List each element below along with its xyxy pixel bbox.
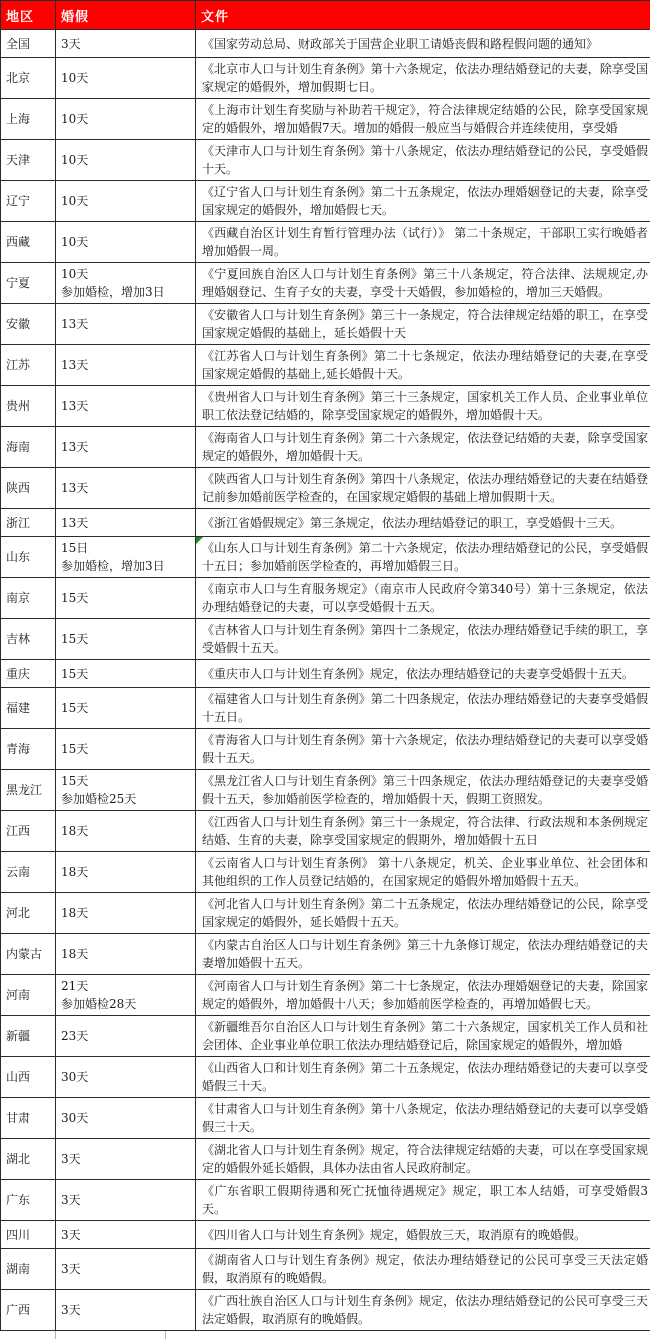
region-label: 全国	[6, 37, 30, 51]
region-cell	[1, 1016, 56, 1057]
document-cell	[196, 468, 650, 509]
leave-cell	[56, 468, 196, 509]
region-cell	[1, 770, 56, 811]
document-cell	[196, 1057, 650, 1098]
region-label: 湖北	[6, 1152, 30, 1166]
region-label: 辽宁	[6, 194, 30, 208]
document-text: 《山西省人口和计划生育条例》第二十五条规定，依法办理结婚登记的夫妻可以享受婚假三十天。	[202, 1061, 648, 1093]
table-row	[1, 427, 650, 468]
table-row	[1, 729, 650, 770]
leave-days-label: 15天	[61, 591, 88, 605]
leave-days-label: 13天	[61, 358, 88, 372]
table-row	[1, 263, 650, 304]
leave-note-label: 参加婚检25天	[61, 790, 192, 808]
region-cell	[1, 30, 56, 58]
leave-days-label: 10天	[61, 267, 88, 281]
leave-days-label: 10天	[61, 153, 88, 167]
region-cell	[1, 578, 56, 619]
table-row	[1, 770, 650, 811]
leave-cell	[56, 1249, 196, 1290]
region-label: 广西	[6, 1303, 30, 1317]
table-row	[1, 893, 650, 934]
table-row	[1, 222, 650, 263]
leave-cell	[56, 1057, 196, 1098]
document-cell	[196, 99, 650, 140]
region-cell	[1, 263, 56, 304]
document-cell	[196, 1139, 650, 1180]
region-label: 贵州	[6, 399, 30, 413]
document-text: 《辽宁省人口与计划生育条例》第二十五条规定，依法办理婚姻登记的夫妻，除享受国家规定的婚假外，增加婚假七天。	[202, 185, 648, 217]
document-text: 《南京市人口与生育服务规定》（南京市人民政府令第340号）第十三条规定，依法办理结婚登记的夫妻，可以享受婚假十五天。	[202, 582, 648, 614]
gridline-stub	[165, 1331, 166, 1339]
region-cell	[1, 99, 56, 140]
leave-cell	[56, 1221, 196, 1249]
leave-days-label: 23天	[61, 1029, 88, 1043]
document-text: 《云南省人口与计划生育条例》 第十八条规定，机关、企业事业单位、社会团体和其他组织的工作人员登记结婚的，在国家规定的婚假外增加婚假十五天。	[202, 856, 648, 888]
gridline-stubs	[0, 1331, 650, 1340]
region-cell	[1, 660, 56, 688]
region-label: 四川	[6, 1228, 30, 1242]
document-cell	[196, 386, 650, 427]
region-label: 黑龙江	[6, 783, 42, 797]
region-label: 新疆	[6, 1029, 30, 1043]
table-row	[1, 1249, 650, 1290]
leave-days-label: 10天	[61, 71, 88, 85]
leave-days-label: 18天	[61, 824, 88, 838]
leave-cell	[56, 578, 196, 619]
region-cell	[1, 1098, 56, 1139]
region-label: 重庆	[6, 667, 30, 681]
document-cell	[196, 345, 650, 386]
table-row	[1, 1098, 650, 1139]
document-cell	[196, 140, 650, 181]
leave-days-label: 3天	[61, 1193, 81, 1207]
document-text: 《河北省人口与计划生育条例》第二十五条规定，依法办理结婚登记的公民，除享受国家规定的婚假外，延长婚假十五天。	[202, 897, 648, 929]
header-region: 地区	[1, 1, 56, 30]
table-row	[1, 537, 650, 578]
leave-cell	[56, 99, 196, 140]
document-cell	[196, 58, 650, 99]
leave-cell	[56, 619, 196, 660]
leave-days-label: 21天	[61, 979, 88, 993]
region-cell	[1, 181, 56, 222]
leave-days-label: 18天	[61, 947, 88, 961]
document-cell	[196, 427, 650, 468]
document-cell	[196, 1221, 650, 1249]
leave-cell	[56, 1139, 196, 1180]
table-row	[1, 509, 650, 537]
leave-days-label: 13天	[61, 516, 88, 530]
region-cell	[1, 140, 56, 181]
leave-days-label: 10天	[61, 235, 88, 249]
table-row	[1, 345, 650, 386]
table-row	[1, 99, 650, 140]
document-cell	[196, 1098, 650, 1139]
document-cell	[196, 1290, 650, 1331]
document-text: 《国家劳动总局、财政部关于国营企业职工请婚丧假和路程假问题的通知》	[202, 37, 598, 51]
leave-cell	[56, 1098, 196, 1139]
table-row	[1, 619, 650, 660]
table-row	[1, 58, 650, 99]
region-cell	[1, 1057, 56, 1098]
document-text: 《陕西省人口与计划生育条例》第四十八条规定，依法办理结婚登记的夫妻在结婚登记前参加婚前医学检查的，在国家规定婚假的基础上增加假期十天。	[202, 472, 648, 504]
region-label: 北京	[6, 71, 30, 85]
header-row	[1, 1, 650, 30]
document-cell	[196, 537, 650, 578]
document-text: 《上海市计划生育奖励与补助若干规定》，符合法律规定结婚的公民，除享受国家规定的婚假外，增加婚假7天。增加的婚假一般应当与婚假合并连续使用，享受婚	[202, 103, 648, 135]
document-cell	[196, 509, 650, 537]
region-label: 吉林	[6, 632, 30, 646]
table-row	[1, 140, 650, 181]
leave-days-label: 13天	[61, 481, 88, 495]
table-row	[1, 688, 650, 729]
document-text: 《四川省人口与计划生育条例》规定，婚假放三天，取消原有的晚婚假。	[202, 1228, 586, 1242]
table-row	[1, 181, 650, 222]
region-label: 青海	[6, 742, 30, 756]
leave-days-label: 10天	[61, 194, 88, 208]
leave-cell	[56, 345, 196, 386]
document-cell	[196, 222, 650, 263]
region-cell	[1, 811, 56, 852]
document-cell	[196, 1016, 650, 1057]
leave-days-label: 15天	[61, 742, 88, 756]
region-cell	[1, 619, 56, 660]
region-cell	[1, 1290, 56, 1331]
region-label: 内蒙古	[6, 947, 42, 961]
leave-cell	[56, 770, 196, 811]
leave-cell	[56, 509, 196, 537]
region-label: 河南	[6, 988, 30, 1002]
document-cell	[196, 852, 650, 893]
region-cell	[1, 975, 56, 1016]
document-text: 《广西壮族自治区人口与计划生育条例》规定，依法办理结婚登记的公民可享受三天法定婚假，取消原有的晚婚假。	[202, 1294, 648, 1326]
document-text: 《江苏省人口与计划生育条例》第二十七条规定，依法办理结婚登记的夫妻,在享受国家规定婚假的基础上,延长婚假十天。	[202, 349, 648, 381]
region-cell	[1, 852, 56, 893]
document-cell	[196, 30, 650, 58]
region-cell	[1, 893, 56, 934]
document-text: 《吉林省人口与计划生育条例》第四十二条规定，依法办理结婚登记手续的职工，享受婚假十五天。	[202, 623, 648, 655]
document-text: 《江西省人口与计划生育条例》第三十一条规定，符合法律、行政法规和本条例规定结婚、生育的夫妻，除享受国家规定的假期外，增加婚假十五日	[202, 815, 648, 847]
leave-days-label: 15天	[61, 774, 88, 788]
region-cell	[1, 688, 56, 729]
region-label: 西藏	[6, 235, 30, 249]
region-label: 山西	[6, 1070, 30, 1084]
document-text: 《宁夏回族自治区人口与计划生育条例》第三十八条规定，符合法律、法规规定,办理婚姻登记、生育子女的夫妻，享受十天婚假，参加婚检的，增加三天婚假。	[202, 267, 648, 299]
leave-cell	[56, 140, 196, 181]
region-cell	[1, 386, 56, 427]
region-cell	[1, 1180, 56, 1221]
table-row	[1, 1290, 650, 1331]
region-cell	[1, 729, 56, 770]
document-cell	[196, 975, 650, 1016]
leave-days-label: 3天	[61, 1303, 81, 1317]
document-text: 《山东人口与计划生育条例》第二十六条规定，依法办理结婚登记的公民，享受婚假十五日；参加婚前医学检查的，再增加婚假三日。	[202, 541, 648, 573]
document-text: 《福建省人口与计划生育条例》第二十四条规定，依法办理结婚登记的夫妻享受婚假十五日。	[202, 692, 648, 724]
region-cell	[1, 1249, 56, 1290]
leave-note-label: 参加婚检，增加3日	[61, 283, 192, 301]
region-cell	[1, 468, 56, 509]
table-row	[1, 1221, 650, 1249]
leave-note-label: 参加婚检28天	[61, 995, 192, 1013]
document-cell	[196, 688, 650, 729]
leave-note-label: 参加婚检，增加3日	[61, 557, 192, 575]
table-row	[1, 934, 650, 975]
region-cell	[1, 934, 56, 975]
document-text: 《黑龙江省人口与计划生育条例》第三十四条规定，依法办理结婚登记的夫妻享受婚假十五天，参加婚前医学检查的，增加婚假十天，假期工资照发。	[202, 774, 648, 806]
region-cell	[1, 509, 56, 537]
leave-cell	[56, 386, 196, 427]
leave-cell	[56, 688, 196, 729]
leave-days-label: 30天	[61, 1070, 88, 1084]
leave-cell	[56, 1180, 196, 1221]
region-label: 山东	[6, 550, 30, 564]
document-text: 《安徽省人口与计划生育条例》第三十一条规定，符合法律规定结婚的职工，在享受国家规定婚假的基础上，延长婚假十天	[202, 308, 648, 340]
document-text: 《湖北省人口与计划生育条例》规定，符合法律规定结婚的夫妻，可以在享受国家规定的婚假外延长婚假，具体办法由省人民政府制定。	[202, 1143, 648, 1175]
region-label: 福建	[6, 701, 30, 715]
leave-days-label: 3天	[61, 1262, 81, 1276]
region-cell	[1, 537, 56, 578]
region-cell	[1, 222, 56, 263]
leave-days-label: 15天	[61, 701, 88, 715]
region-label: 江苏	[6, 358, 30, 372]
header-document: 文件	[196, 1, 650, 30]
document-cell	[196, 181, 650, 222]
document-cell	[196, 770, 650, 811]
leave-cell	[56, 30, 196, 58]
leave-days-label: 13天	[61, 440, 88, 454]
table-row	[1, 1057, 650, 1098]
leave-days-label: 18天	[61, 906, 88, 920]
region-cell	[1, 304, 56, 345]
document-cell	[196, 1249, 650, 1290]
document-text: 《天津市人口与计划生育条例》第十八条规定，依法办理结婚登记的公民，享受婚假十天。	[202, 144, 648, 176]
leave-days-label: 30天	[61, 1111, 88, 1125]
region-label: 天津	[6, 153, 30, 167]
leave-days-label: 15天	[61, 632, 88, 646]
region-label: 浙江	[6, 516, 30, 530]
leave-days-label: 13天	[61, 317, 88, 331]
document-cell	[196, 893, 650, 934]
table-body	[1, 30, 650, 1331]
region-label: 陕西	[6, 481, 30, 495]
document-cell	[196, 729, 650, 770]
document-cell	[196, 304, 650, 345]
document-text: 《甘肃省人口与计划生育条例》第十八条规定，依法办理结婚登记的夫妻可以享受婚假三十天。	[202, 1102, 648, 1134]
leave-cell	[56, 660, 196, 688]
document-text: 《浙江省婚假规定》第三条规定，依法办理结婚登记的职工，享受婚假十三天。	[202, 516, 622, 530]
region-cell	[1, 1139, 56, 1180]
table-row	[1, 1139, 650, 1180]
region-cell	[1, 345, 56, 386]
region-label: 安徽	[6, 317, 30, 331]
region-label: 广东	[6, 1193, 30, 1207]
region-label: 南京	[6, 591, 30, 605]
document-text: 《贵州省人口与计划生育条例》第三十三条规定，国家机关工作人员、企业事业单位职工依法登记结婚的，除享受国家规定的婚假外，增加婚假十天。	[202, 390, 648, 422]
document-cell	[196, 811, 650, 852]
document-text: 《北京市人口与计划生育条例》第十六条规定，依法办理结婚登记的夫妻，除享受国家规定的婚假外，增加假期七日。	[202, 62, 648, 94]
document-text: 《新疆维吾尔自治区人口与计划生育条例》第二十六条规定，国家机关工作人员和社会团体、企业事业单位职工依法办理结婚登记后，除国家规定的婚假外，增加婚	[202, 1020, 648, 1052]
leave-days-label: 3天	[61, 37, 81, 51]
region-label: 江西	[6, 824, 30, 838]
table-row	[1, 1180, 650, 1221]
leave-cell	[56, 1016, 196, 1057]
table-row	[1, 30, 650, 58]
leave-days-label: 3天	[61, 1228, 81, 1242]
leave-cell	[56, 537, 196, 578]
leave-days-label: 10天	[61, 112, 88, 126]
table-row	[1, 578, 650, 619]
leave-cell	[56, 975, 196, 1016]
leave-cell	[56, 1290, 196, 1331]
document-text: 《湖南省人口与计划生育条例》规定，依法办理结婚登记的公民可享受三天法定婚假，取消原有的晚婚假。	[202, 1253, 648, 1285]
table-row	[1, 852, 650, 893]
table-row	[1, 468, 650, 509]
document-cell	[196, 263, 650, 304]
leave-cell	[56, 222, 196, 263]
document-text: 《重庆市人口与计划生育条例》规定，依法办理结婚登记的夫妻享受婚假十五天。	[202, 667, 634, 681]
leave-cell	[56, 893, 196, 934]
header-leave: 婚假	[56, 1, 196, 30]
region-label: 云南	[6, 865, 30, 879]
leave-days-label: 18天	[61, 865, 88, 879]
leave-cell	[56, 181, 196, 222]
region-label: 宁夏	[6, 276, 30, 290]
document-text: 《广东省职工假期待遇和死亡抚恤待遇规定》规定，职工本人结婚，可享受婚假3天。	[202, 1184, 648, 1216]
leave-cell	[56, 934, 196, 975]
region-label: 湖南	[6, 1262, 30, 1276]
region-label: 甘肃	[6, 1111, 30, 1125]
document-cell	[196, 578, 650, 619]
document-text: 《海南省人口与计划生育条例》第二十六条规定，依法登记结婚的夫妻，除享受国家规定的婚假外，增加婚假十天。	[202, 431, 648, 463]
region-label: 上海	[6, 112, 30, 126]
leave-days-label: 15天	[61, 667, 88, 681]
document-text: 《内蒙古自治区人口与计划生育条例》第三十九条修订规定，依法办理结婚登记的夫妻增加婚假十五天。	[202, 938, 648, 970]
document-text: 《青海省人口与计划生育条例》第十六条规定，依法办理结婚登记的夫妻可以享受婚假十五天。	[202, 733, 648, 765]
leave-days-label: 3天	[61, 1152, 81, 1166]
leave-cell	[56, 58, 196, 99]
table-row	[1, 386, 650, 427]
document-cell	[196, 934, 650, 975]
leave-cell	[56, 811, 196, 852]
table-row	[1, 660, 650, 688]
region-cell	[1, 427, 56, 468]
leave-cell	[56, 852, 196, 893]
region-cell	[1, 58, 56, 99]
leave-cell	[56, 729, 196, 770]
region-label: 海南	[6, 440, 30, 454]
document-cell	[196, 619, 650, 660]
leave-days-label: 13天	[61, 399, 88, 413]
region-cell	[1, 1221, 56, 1249]
table-row	[1, 1016, 650, 1057]
gridline-stub	[55, 1331, 56, 1339]
document-text: 《西藏自治区计划生育暂行管理办法（试行）》 第二十条规定，干部职工实行晚婚者增加婚假一周。	[202, 226, 648, 258]
document-cell	[196, 1180, 650, 1221]
leave-cell	[56, 427, 196, 468]
leave-days-label: 15日	[61, 541, 88, 555]
table-row	[1, 304, 650, 345]
leave-cell	[56, 263, 196, 304]
comment-marker-icon	[196, 537, 203, 544]
table-row	[1, 811, 650, 852]
region-label: 河北	[6, 906, 30, 920]
document-text: 《河南省人口与计划生育条例》第二十七条规定，依法办理婚姻登记的夫妻，除国家规定的婚假外，增加婚假十八天；参加婚前医学检查的，再增加婚假七天。	[202, 979, 648, 1011]
table-row	[1, 975, 650, 1016]
document-cell	[196, 660, 650, 688]
leave-cell	[56, 304, 196, 345]
